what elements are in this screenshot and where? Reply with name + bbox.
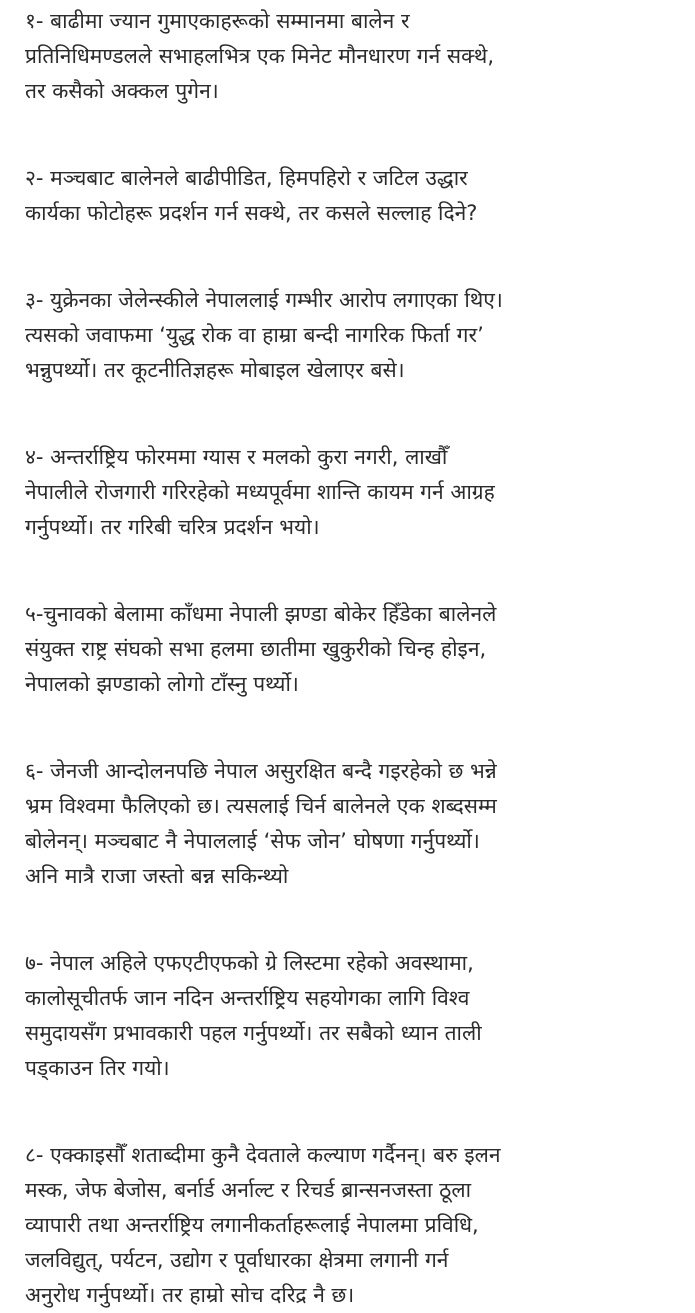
point-6-paragraph — [25, 754, 671, 894]
paragraph-line: नेपालको झण्डाको लोगो टाँस्नु पर्थ्यो। — [25, 672, 299, 696]
paragraph-line: कार्यका फोटोहरू प्रदर्शन गर्न सक्थे, तर कसले सल्लाह दिने? — [25, 201, 478, 225]
point-7-paragraph — [25, 946, 671, 1086]
paragraph-line: नेपालीले रोजगारी गरिरहेको मध्यपूर्वमा शान्ति कायम गर्न आग्रह — [25, 480, 495, 504]
paragraph-line: ७- नेपाल अहिले एफएटीएफको ग्रे लिस्टमा रहेको अवस्थामा, — [25, 951, 474, 975]
point-3-paragraph — [25, 283, 671, 388]
paragraph-line: ५-चुनावको बेलामा काँधमा नेपाली झण्डा बोकेर हिँडेका बालेनले — [25, 602, 497, 626]
paragraph-line: ८- एक्काइसौँ शताब्दीमा कुनै देवताले कल्याण गर्दैनन्। बरु इलन — [25, 1143, 501, 1167]
paragraph-line: २- मञ्चबाट बालेनले बाढीपीडित, हिमपहिरो र जटिल उद्धार — [25, 166, 468, 190]
point-8-paragraph — [25, 1138, 671, 1313]
paragraph-line: संयुक्त राष्ट्र संघको सभा हलमा छातीमा खुकुरीको चिन्ह होइन, — [25, 637, 487, 661]
paragraph-line: ४- अन्तर्राष्ट्रिय फोरममा ग्यास र मलको कुरा नगरी, लाखौँ — [25, 445, 448, 469]
paragraph-line: बोलेनन्। मञ्चबाट नै नेपाललाई ‘सेफ जोन’ घोषणा गर्नुपर्थ्यो। — [25, 829, 480, 853]
paragraph-line: मस्क, जेफ बेजोस, बर्नार्ड अर्नाल्ट र रिचर्ड ब्रान्सनजस्ता ठूला — [25, 1178, 472, 1202]
paragraph-line: कालोसूचीतर्फ जान नदिन अन्तर्राष्ट्रिय सहयोगका लागि विश्व — [25, 986, 470, 1010]
paragraph-line: समुदायसँग प्रभावकारी पहल गर्नुपर्थ्यो। तर सबैको ध्यान ताली — [25, 1021, 482, 1045]
paragraph-line: व्यापारी तथा अन्तर्राष्ट्रिय लगानीकर्ताहरूलाई नेपालमा प्रविधि, — [25, 1213, 479, 1237]
paragraph-line: अनुरोध गर्नुपर्थ्यो। तर हाम्रो सोच दरिद्र नै छ। — [25, 1283, 355, 1307]
paragraph-line: भन्नुपर्थ्यो। तर कूटनीतिज्ञहरू मोबाइल खेलाएर बसे। — [25, 358, 405, 382]
paragraph-line: तर कसैको अक्कल पुगेन। — [25, 79, 219, 103]
paragraph-line: जलविद्युत्, पर्यटन, उद्योग र पूर्वाधारका क्षेत्रमा लगानी गर्न — [25, 1248, 449, 1272]
paragraph-line: त्यसको जवाफमा ‘युद्ध रोक वा हाम्रा बन्दी नागरिक फिर्ता गर’ — [25, 323, 484, 347]
paragraph-line: प्रतिनिधिमण्डलले सभाहलभित्र एक मिनेट मौनधारण गर्न सक्थे, — [25, 44, 494, 68]
point-5-paragraph — [25, 597, 671, 702]
paragraph-line: अनि मात्रै राजा जस्तो बन्न सकिन्थ्यो — [25, 864, 289, 888]
point-1-paragraph — [25, 4, 671, 109]
point-4-paragraph — [25, 440, 671, 545]
point-2-paragraph — [25, 161, 671, 231]
paragraph-line: भ्रम विश्वमा फैलिएको छ। त्यसलाई चिर्न बालेनले एक शब्दसम्म — [25, 794, 497, 818]
paragraph-line: गर्नुपर्थ्यो। तर गरिबी चरित्र प्रदर्शन भयो। — [25, 515, 320, 539]
paragraph-line: पड्काउन तिर गयो। — [25, 1056, 170, 1080]
paragraph-line: ३- युक्रेनका जेलेन्स्कीले नेपाललाई गम्भीर आरोप लगाएका थिए। — [25, 288, 503, 312]
paragraph-line: १- बाढीमा ज्यान गुमाएकाहरूको सम्मानमा बालेन र — [25, 9, 410, 33]
paragraph-line: ६- जेनजी आन्दोलनपछि नेपाल असुरक्षित बन्दै गइरहेको छ भन्ने — [25, 759, 497, 783]
